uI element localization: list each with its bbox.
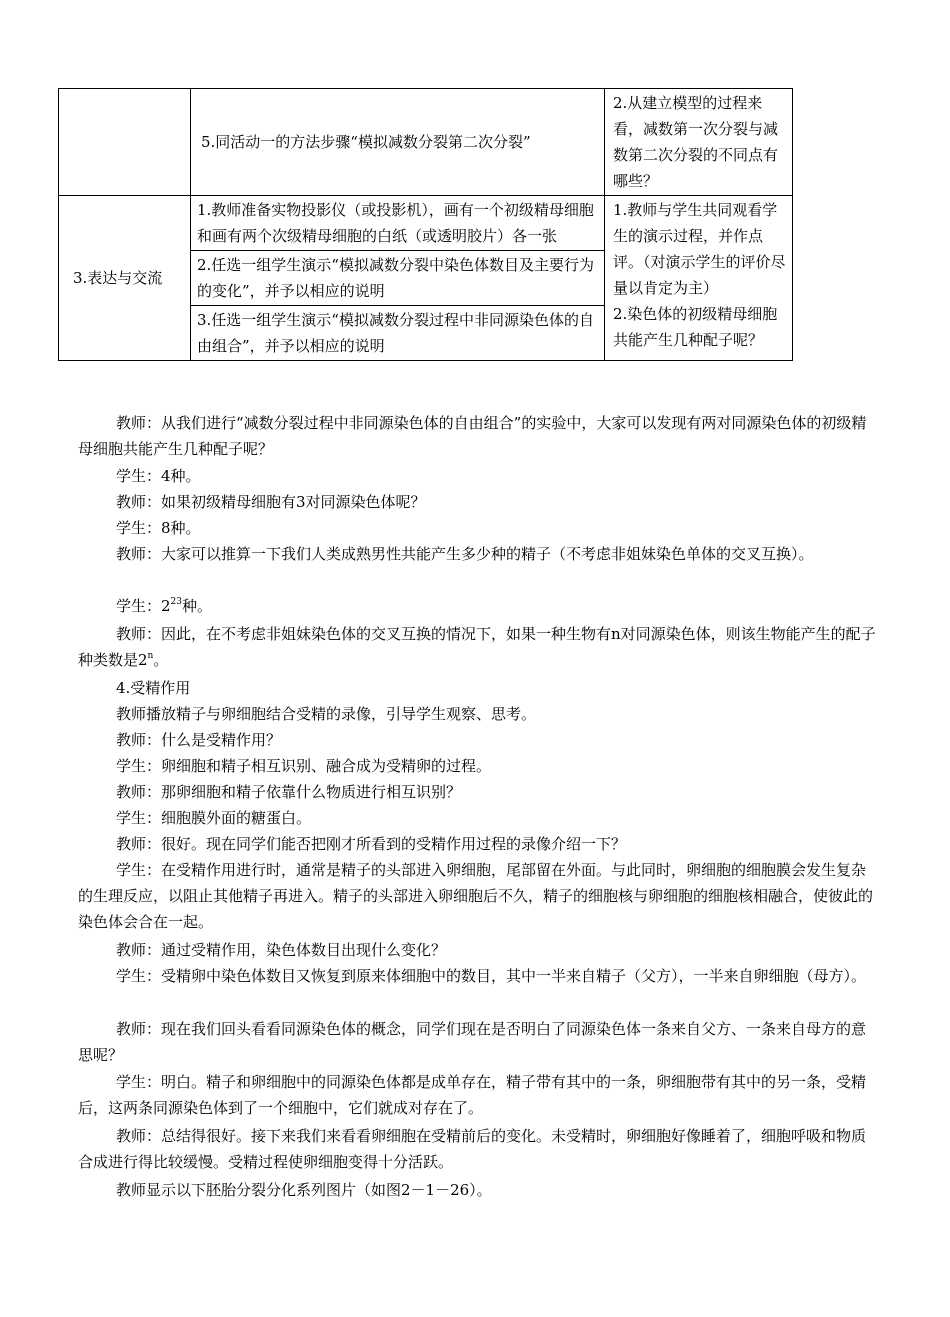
dialogue-paragraph: 学生：明白。精子和卵细胞中的同源染色体都是成单存在，精子带有其中的一条，卵细胞带有其中的另一条，受精后，这两条同源染色体到了一个细胞中，它们就成对存在了。	[78, 1073, 867, 1117]
activity-cell: 5.同活动一的方法步骤“模拟减数分裂第二次分裂”	[191, 89, 605, 196]
question-cell: 1.教师与学生共同观看学生的演示过程，并作点评。（对演示学生的评价尽量以肯定为主） 2.染色体的初级精母细胞共能产生几种配子呢？	[605, 196, 793, 361]
text-segment: 。	[153, 651, 169, 669]
activity-cell: 3.任选一组学生演示“模拟减数分裂过程中非同源染色体的自由组合”，并予以相应的说明	[191, 306, 605, 361]
dialogue-paragraph: 学生：卵细胞和精子相互识别、融合成为受精卵的过程。	[116, 757, 492, 775]
exponent: n	[147, 651, 154, 661]
lesson-table	[58, 88, 793, 361]
exponent: 23	[170, 597, 182, 607]
dialogue-paragraph: 教师显示以下胚胎分裂分化系列图片（如图2－1－26）。	[116, 1181, 492, 1199]
dialogue-paragraph	[78, 621, 876, 673]
dialogue-paragraph: 教师：很好。现在同学们能否把刚才所看到的受精作用过程的录像介绍一下？	[116, 835, 627, 853]
dialogue-paragraph: 教师：什么是受精作用？	[116, 731, 282, 749]
activity-cell: 1.教师准备实物投影仪（或投影机），画有一个初级精母细胞和画有两个次级精母细胞的白纸（或透明胶片）各一张	[191, 196, 605, 251]
table-row	[59, 89, 793, 196]
stage-cell	[59, 89, 191, 196]
question-cell: 2.从建立模型的过程来看，减数第一次分裂与减数第二次分裂的不同点有哪些？	[605, 89, 793, 196]
dialogue-paragraph: 教师：大家可以推算一下我们人类成熟男性共能产生多少种的精子（不考虑非姐妹染色单体的交叉互换）。	[116, 545, 814, 563]
activity-cell: 2.任选一组学生演示“模拟减数分裂中染色体数目及主要行为的变化”，并予以相应的说明	[191, 251, 605, 306]
table-row	[59, 196, 793, 251]
dialogue-paragraph: 教师：如果初级精母细胞有3对同源染色体呢？	[116, 493, 426, 511]
dialogue-paragraph: 学生：在受精作用进行时，通常是精子的头部进入卵细胞，尾部留在外面。与此同时，卵细胞的细胞膜会发生复杂的生理反应，以阻止其他精子再进入。精子的头部进入卵细胞后不久，精子的细胞核与卵细胞的细胞核相融合，使彼此的染色体会合在一起。	[78, 861, 874, 931]
dialogue-paragraph: 学生：细胞膜外面的糖蛋白。	[116, 809, 312, 827]
section-heading: 4.受精作用	[116, 679, 191, 697]
dialogue-paragraph: 教师：那卵细胞和精子依靠什么物质进行相互识别？	[116, 783, 462, 801]
dialogue-paragraph: 学生：4种。	[116, 467, 201, 485]
dialogue-paragraph: 教师：总结得很好。接下来我们来看看卵细胞在受精前后的变化。未受精时，卵细胞好像睡着了，细胞呼吸和物质合成进行得比较缓慢。受精过程使卵细胞变得十分活跃。	[78, 1127, 867, 1171]
dialogue-paragraph: 教师：现在我们回头看看同源染色体的概念，同学们现在是否明白了同源染色体一条来自父方、一条来自母方的意思呢？	[78, 1020, 867, 1064]
dialogue-paragraph	[78, 593, 876, 619]
dialogue-paragraph: 学生：受精卵中染色体数目又恢复到原来体细胞中的数目，其中一半来自精子（父方），一半来自卵细胞（母方）。	[116, 967, 867, 985]
text-segment: 种。	[182, 597, 213, 615]
stage-cell: 3.表达与交流	[59, 196, 191, 361]
dialogue-paragraph: 教师：通过受精作用，染色体数目出现什么变化？	[116, 941, 447, 959]
dialogue-paragraph: 教师播放精子与卵细胞结合受精的录像，引导学生观察、思考。	[116, 705, 537, 723]
text-segment: 学生：2	[116, 597, 171, 615]
text-segment: 教师：因此，在不考虑非姐妹染色体的交叉互换的情况下，如果一种生物有n对同源染色体，则该生物能产生的配子种类数是2	[78, 625, 876, 669]
dialogue-paragraph: 学生：8种。	[116, 519, 201, 537]
dialogue-paragraph: 教师：从我们进行“减数分裂过程中非同源染色体的自由组合”的实验中，大家可以发现有两对同源染色体的初级精母细胞共能产生几种配子呢？	[78, 414, 867, 458]
